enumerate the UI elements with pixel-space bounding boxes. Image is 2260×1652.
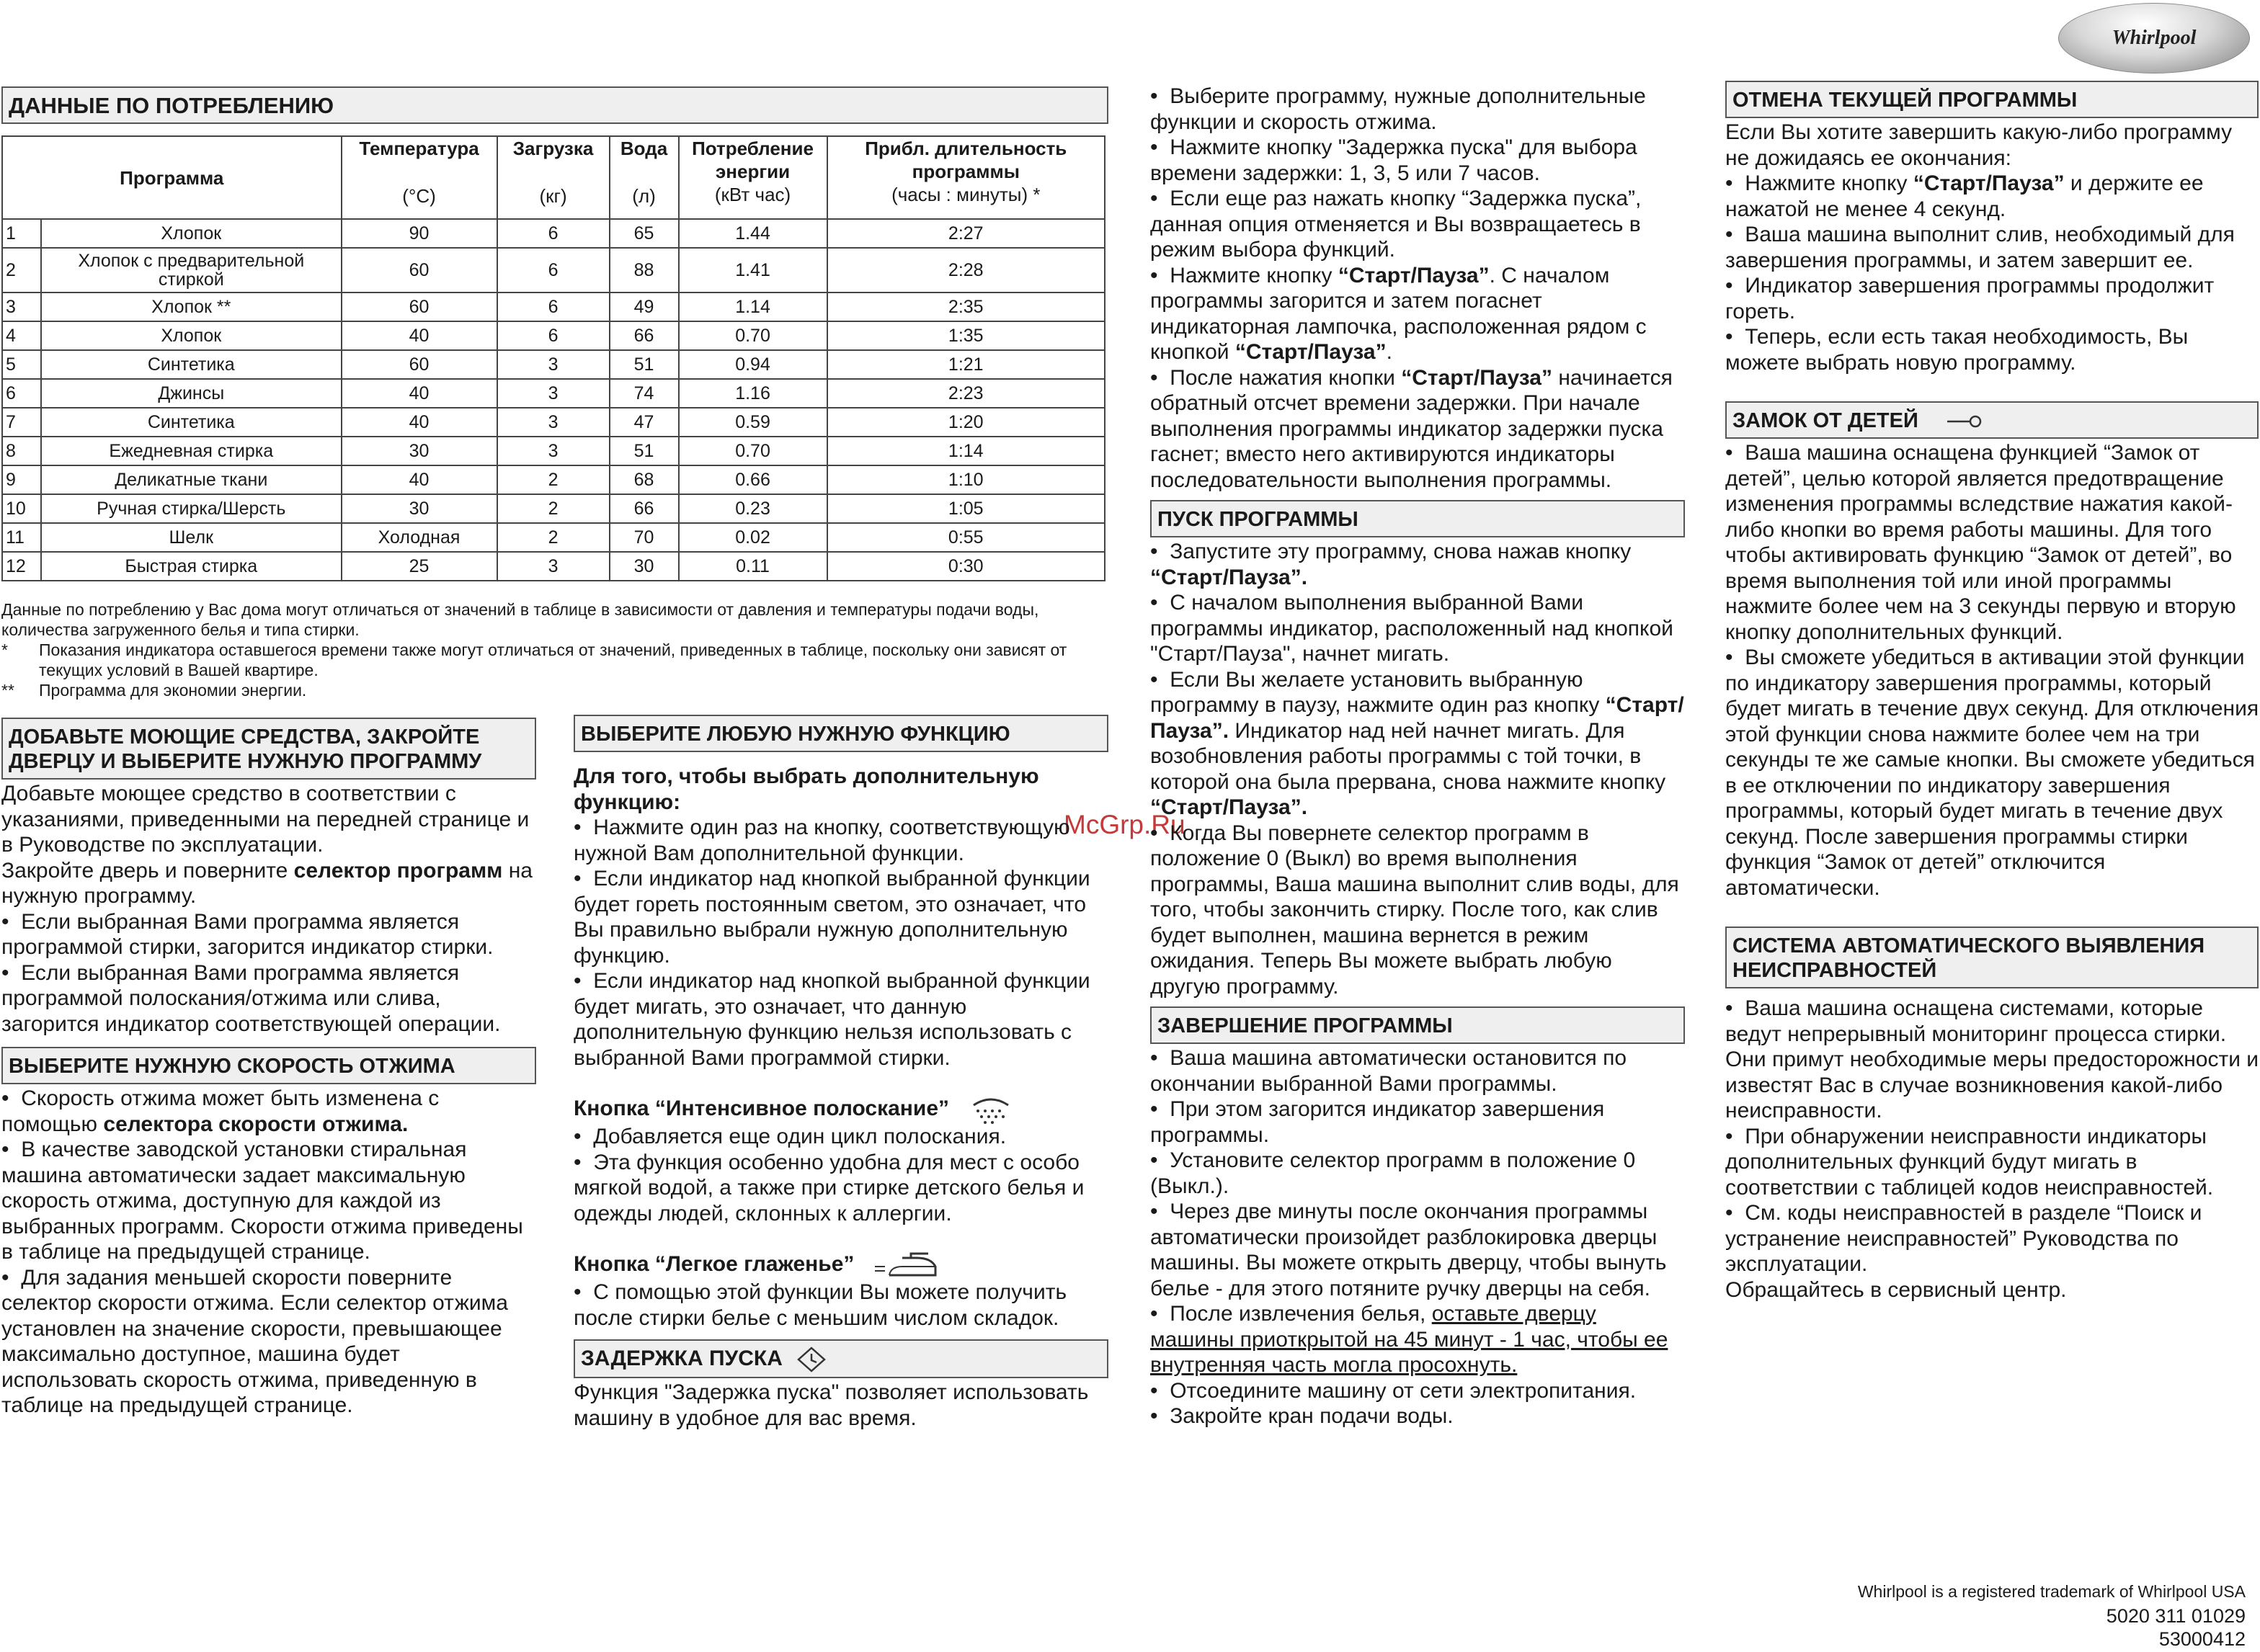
start-b1: • Запустите эту программу, снова нажав кнопку “Старт/Пауза”. [1150, 539, 1685, 590]
logo-text: Whirlpool [2112, 27, 2197, 49]
cell-load: 2 [497, 465, 610, 494]
cell-program: Синтетика [41, 408, 342, 437]
childlock-b1: • Ваша машина оснащена функцией “Замок от детей”, целью которой является предотвращение изменения программы вследствие нажатия какой-либо кнопки во время работы машины. Для того чтобы активировать функцию “Замок от детей”, во время выполнения той или иной программы нажмите более чем на 3 секунды первую и вторую кнопку дополнительных функций. [1725, 440, 2260, 645]
cell-temp: 90 [342, 219, 497, 248]
cell-load: 2 [497, 523, 610, 552]
finish-title: ЗАВЕРШЕНИЕ ПРОГРАММЫ [1150, 1006, 1685, 1044]
table-row [2, 293, 1105, 321]
col-water: Вода (л) [610, 136, 679, 219]
faults-b3: • См. коды неисправностей в разделе “Поиск и устранение неисправностей” Руководства по эксплуатации. [1725, 1200, 2260, 1277]
table-row [2, 437, 1105, 465]
cell-load: 6 [497, 219, 610, 248]
cell-temp: 25 [342, 552, 497, 581]
spin-b3: • Для задания меньшей скорости поверните селектор скорости отжима. Если селектор отжима установлен на значение скорости, превышающее максимально доступное, машина будет использовать скорость отжима, приведенную в таблице на предыдущей странице. [1, 1265, 535, 1419]
delay-b4: • Нажмите кнопку “Старт/Пауза”. С началом программы загорится и затем погаснет индикаторная лампочка, расположенная рядом с кнопкой “Старт/Пауза”. [1150, 263, 1685, 365]
cell-temp: 60 [342, 293, 497, 321]
cell-energy: 0.02 [679, 523, 827, 552]
cell-program: Ручная стирка/Шерсть [41, 494, 342, 523]
table-row [2, 350, 1105, 379]
cell-load: 3 [497, 408, 610, 437]
cell-water: 65 [610, 219, 679, 248]
start-b4: • Когда Вы повернете селектор программ в положение 0 (Выкл) во время выполнения программы, Ваша машина выполнит слив воды, для того, чтобы закончить стирку. После того, как слив будет выполнен, машина вернется в режим ожидания. Теперь Вы можете выбрать любую другую программу. [1150, 821, 1685, 1000]
faults-title: СИСТЕМА АВТОМАТИЧЕСКОГО ВЫЯВЛЕНИЯ НЕИСПРАВНОСТЕЙ [1725, 927, 2259, 988]
cell-water: 49 [610, 293, 679, 321]
faults-b1: • Ваша машина оснащена системами, которые ведут непрерывный мониторинг процесса стирки. Они примут необходимые меры предосторожности и известят Вас в случае возникновения какой-либо неисправности. [1725, 996, 2260, 1124]
rinse-b2: • Эта функция особенно удобна для мест с особо мягкой водой, а также при стирке детского белья и одежды людей, склонных к аллергии. [574, 1150, 1108, 1227]
add-detergent-b2: • Если выбранная Вами программа является программой полоскания/отжима или слива, загорится индикатор соответствующей операции. [1, 960, 535, 1037]
start-title: ПУСК ПРОГРАММЫ [1150, 500, 1685, 537]
start-b3: • Если Вы желаете установить выбранную программу в паузу, нажмите один раз кнопку “Старт/Пауза”. Индикатор над ней начнет мигать. Для возобновления работы программы с той точки, в которой она была прервана, снова нажмите кнопку “Старт/Пауза”. [1150, 667, 1685, 821]
cell-water: 74 [610, 379, 679, 408]
cell-time: 1:20 [827, 408, 1105, 437]
cell-water: 47 [610, 408, 679, 437]
consumption-table [1, 135, 1105, 581]
note-main: Данные по потреблению у Вас дома могут отличаться от значений в таблице в зависимости от давления и температуры подачи воды, количества загруженного белья и типа стирки. [1, 600, 1039, 639]
cell-temp: 30 [342, 437, 497, 465]
cell-number: 5 [2, 350, 41, 379]
cell-water: 51 [610, 350, 679, 379]
cell-water: 66 [610, 321, 679, 350]
add-detergent-b1: • Если выбранная Вами программа является программой стирки, загорится индикатор стирки. [1, 909, 535, 960]
col-duration: Прибл. длительность программы (часы : минуты) * [827, 136, 1105, 219]
cell-load: 3 [497, 552, 610, 581]
cell-time: 0:55 [827, 523, 1105, 552]
cell-number: 11 [2, 523, 41, 552]
note-dstar: ** Программа для экономии энергии. [1, 681, 307, 700]
spin-title: ВЫБЕРИТЕ НУЖНУЮ СКОРОСТЬ ОТЖИМА [1, 1047, 536, 1084]
cell-water: 88 [610, 248, 679, 293]
delay-b1: • Выберите программу, нужные дополнительные функции и скорость отжима. [1150, 84, 1685, 135]
finish-b7: • Закройте кран подачи воды. [1150, 1403, 1685, 1429]
cell-number: 8 [2, 437, 41, 465]
cell-load: 6 [497, 321, 610, 350]
table-row [2, 248, 1105, 293]
cell-energy: 0.59 [679, 408, 827, 437]
childlock-title: ЗАМОК ОТ ДЕТЕЙ [1725, 401, 2259, 439]
col-load: Загрузка (кг) [497, 136, 610, 219]
cell-time: 0:30 [827, 552, 1105, 581]
cell-program: Шелк [41, 523, 342, 552]
cell-energy: 0.94 [679, 350, 827, 379]
childlock-b2: • Вы сможете убедиться в активации этой функции по индикатору завершения программы, который будет мигать в течение двух секунд. Для отключения этой функции снова нажмите более чем на три секунды те же самые кнопки. Вы сможете убедиться в ее отключении по индикатору завершения программы, который будет мигать в течение двух секунд. После завершения программы стирки функция “Замок от детей” отключится автоматически. [1725, 645, 2260, 901]
faults-end: Обращайтесь в сервисный центр. [1725, 1277, 2067, 1302]
iron-b1: • С помощью этой функции Вы можете получить после стирки белье с меньшим числом складок. [574, 1280, 1108, 1331]
cell-time: 2:28 [827, 248, 1105, 293]
cell-load: 3 [497, 437, 610, 465]
cell-water: 51 [610, 437, 679, 465]
col-energy: Потребление энергии (кВт час) [679, 136, 827, 219]
cell-temp: 40 [342, 408, 497, 437]
delay-b5: • После нажатия кнопки “Старт/Пауза” начинается обратный отсчет времени задержки. При начале выполнения программы индикатор задержки пуска гаснет; вместо него активируются индикаторы последовательности выполнения программы. [1150, 365, 1685, 494]
cell-time: 2:27 [827, 219, 1105, 248]
cell-energy: 1.14 [679, 293, 827, 321]
cell-energy: 0.11 [679, 552, 827, 581]
cell-load: 2 [497, 494, 610, 523]
cell-temp: 40 [342, 465, 497, 494]
finish-b3: • Установите селектор программ в положение 0 (Выкл.). [1150, 1148, 1685, 1199]
cell-load: 6 [497, 293, 610, 321]
table-row [2, 494, 1105, 523]
iron-title: Кнопка “Легкое глаженье” [574, 1251, 1108, 1280]
cell-program: Хлопок ** [41, 293, 342, 321]
delay-title: ЗАДЕРЖКА ПУСКА [574, 1339, 1108, 1378]
delay-clock-icon [797, 1347, 826, 1372]
col-temp: Температура (°С) [342, 136, 497, 219]
cell-number: 3 [2, 293, 41, 321]
cell-time: 2:23 [827, 379, 1105, 408]
shower-icon [968, 1095, 1014, 1124]
finish-b2: • При этом загорится индикатор завершения программы. [1150, 1097, 1685, 1148]
cell-number: 6 [2, 379, 41, 408]
spin-b1: • Скорость отжима может быть изменена с помощью селектора скорости отжима. [1, 1086, 535, 1137]
cell-number: 1 [2, 219, 41, 248]
cell-water: 68 [610, 465, 679, 494]
cell-temp: 60 [342, 350, 497, 379]
cell-number: 10 [2, 494, 41, 523]
finish-b1: • Ваша машина автоматически остановится по окончании выбранной Вами программы. [1150, 1045, 1685, 1097]
spin-b2: • В качестве заводской установки стиральная машина автоматически задает максимальную скорость отжима, доступную для каждой из выбранных программ. Скорости отжима приведены в таблице на предыдущей странице. [1, 1137, 535, 1265]
cell-load: 3 [497, 350, 610, 379]
cell-time: 2:35 [827, 293, 1105, 321]
table-row [2, 379, 1105, 408]
cancel-p1: Если Вы хотите завершить какую-либо программу не дожидаясь ее окончания: [1725, 120, 2233, 170]
cell-energy: 1.41 [679, 248, 827, 293]
rinse-b1: • Добавляется еще один цикл полоскания. [574, 1124, 1108, 1150]
doc-code-1: 5020 311 01029 [2106, 1605, 2246, 1627]
cell-water: 70 [610, 523, 679, 552]
note-star: * Показания индикатора оставшегося времени также могут отличаться от значений, приведенных в таблице, поскольку они зависят от текущих условий в Вашей квартире. [1, 640, 1067, 679]
cell-temp: Холодная [342, 523, 497, 552]
table-row [2, 219, 1105, 248]
cell-number: 4 [2, 321, 41, 350]
cell-program: Джинсы [41, 379, 342, 408]
table-row [2, 523, 1105, 552]
add-detergent-p2: Закройте дверь и поверните селектор программ на нужную программу. [1, 858, 533, 908]
cell-number: 12 [2, 552, 41, 581]
delay-p1: Функция "Задержка пуска" позволяет использовать машину в удобное для вас время. [574, 1380, 1089, 1430]
table-row [2, 465, 1105, 494]
cell-energy: 0.23 [679, 494, 827, 523]
iron-icon [873, 1251, 938, 1280]
cell-time: 1:35 [827, 321, 1105, 350]
cell-program: Хлопок [41, 219, 342, 248]
cell-program: Синтетика [41, 350, 342, 379]
cell-time: 1:14 [827, 437, 1105, 465]
cell-program: Хлопок [41, 321, 342, 350]
cancel-b2: • Ваша машина выполнит слив, необходимый для завершения программы, и затем завершит ее. [1725, 222, 2260, 273]
cancel-title: ОТМЕНА ТЕКУЩЕЙ ПРОГРАММЫ [1725, 81, 2259, 118]
delay-b2: • Нажмите кнопку "Задержка пуска" для выбора времени задержки: 1, 3, 5 или 7 часов. [1150, 135, 1685, 186]
cancel-b4: • Теперь, если есть такая необходимость, Вы можете выбрать новую программу. [1725, 324, 2260, 375]
column-1 [1, 718, 535, 1419]
add-detergent-p1: Добавьте моющее средство в соответствии с указаниями, приведенными на передней странице и в Руководстве по эксплуатации. [1, 782, 530, 857]
cell-water: 66 [610, 494, 679, 523]
whirlpool-logo [2058, 3, 2250, 73]
cell-energy: 0.70 [679, 321, 827, 350]
doc-code-2: 53000412 [2158, 1628, 2246, 1650]
cell-temp: 30 [342, 494, 497, 523]
cell-number: 2 [2, 248, 41, 293]
col-program: Программа [2, 136, 342, 219]
cell-energy: 1.16 [679, 379, 827, 408]
function-b1: • Нажмите один раз на кнопку, соответствующую нужной Вам дополнительной функции. [574, 815, 1108, 866]
trademark-note: Whirlpool is a registered trademark of Whirlpool USA [1857, 1582, 2246, 1601]
cell-energy: 1.44 [679, 219, 827, 248]
column-2 [574, 715, 1108, 1431]
cell-water: 30 [610, 552, 679, 581]
function-b3: • Если индикатор над кнопкой выбранной функции будет мигать, это означает, что данную дополнительную функцию нельзя использовать с выбранной Вами программой стирки. [574, 968, 1108, 1071]
table-row [2, 552, 1105, 581]
delay-b3: • Если еще раз нажать кнопку “Задержка пуска”, данная опция отменяется и Вы возвращаетесь в режим выбора функций. [1150, 186, 1685, 263]
column-3 [1150, 84, 1685, 1429]
function-intro: Для того, чтобы выбрать дополнительную функцию: [574, 764, 1039, 814]
cancel-b3: • Индикатор завершения программы продолжит гореть. [1725, 273, 2260, 324]
cell-time: 1:05 [827, 494, 1105, 523]
finish-b4: • Через две минуты после окончания программы автоматически произойдет разблокировка дверцы машины. Вы можете открыть дверцу, чтобы вынуть белье - для этого потяните ручку дверцы на себя. [1150, 1199, 1685, 1301]
table-header-row [2, 136, 1105, 219]
add-detergent-title: ДОБАВЬТЕ МОЮЩИЕ СРЕДСТВА, ЗАКРОЙТЕ ДВЕРЦУ И ВЫБЕРИТЕ НУЖНУЮ ПРОГРАММУ [1, 718, 536, 780]
column-4 [1725, 81, 2260, 1303]
cell-temp: 40 [342, 321, 497, 350]
finish-b6: • Отсоедините машину от сети электропитания. [1150, 1378, 1685, 1404]
finish-b5: • После извлечения белья, оставьте дверцу машины приоткрытой на 45 минут - 1 час, чтобы ее внутренняя часть могла просохнуть. [1150, 1301, 1685, 1378]
cell-time: 1:21 [827, 350, 1105, 379]
cell-temp: 60 [342, 248, 497, 293]
cell-load: 6 [497, 248, 610, 293]
function-title: ВЫБЕРИТЕ ЛЮБУЮ НУЖНУЮ ФУНКЦИЮ [574, 715, 1108, 752]
cancel-b1: • Нажмите кнопку “Старт/Пауза” и держите ее нажатой не менее 4 секунд. [1725, 171, 2260, 222]
table-notes [1, 599, 1111, 700]
cell-program: Быстрая стирка [41, 552, 342, 581]
table-row [2, 408, 1105, 437]
cell-energy: 0.66 [679, 465, 827, 494]
cell-program: Хлопок с предварительной стиркой [41, 248, 342, 293]
consumption-title: ДАННЫЕ ПО ПОТРЕБЛЕНИЮ [1, 86, 1108, 124]
cell-load: 3 [497, 379, 610, 408]
key-icon [1946, 413, 1982, 430]
cell-temp: 40 [342, 379, 497, 408]
cell-program: Деликатные ткани [41, 465, 342, 494]
cell-program: Ежедневная стирка [41, 437, 342, 465]
cell-energy: 0.70 [679, 437, 827, 465]
cell-time: 1:10 [827, 465, 1105, 494]
cell-number: 9 [2, 465, 41, 494]
cell-number: 7 [2, 408, 41, 437]
rinse-title: Кнопка “Интенсивное полоскание” [574, 1095, 1108, 1124]
start-b2: • С началом выполнения выбранной Вами программы индикатор, расположенный над кнопкой "Старт/Пауза", начнет мигать. [1150, 590, 1685, 667]
function-b2: • Если индикатор над кнопкой выбранной функции будет гореть постоянным светом, это означает, что Вы правильно выбрали нужную дополнительную функцию. [574, 866, 1108, 968]
table-row [2, 321, 1105, 350]
faults-b2: • При обнаружении неисправности индикаторы дополнительных функций будут мигать в соответствии с таблицей кодов неисправностей. [1725, 1124, 2260, 1201]
watermark: McGrp.Ru [1064, 810, 1185, 839]
